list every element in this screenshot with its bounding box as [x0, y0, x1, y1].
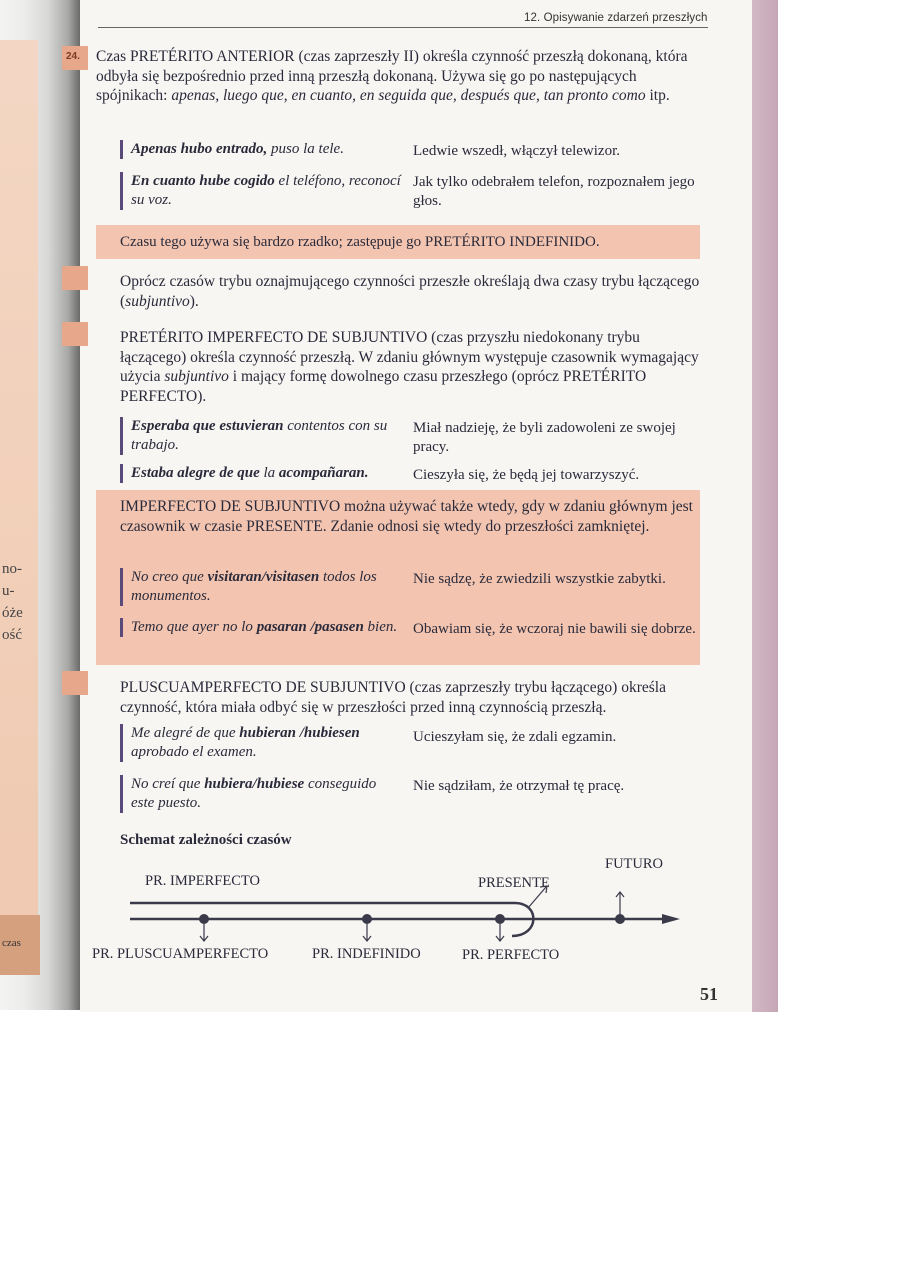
- example-pl: Ucieszyłam się, że zdali egzamin.: [413, 729, 617, 745]
- timeline-point: [616, 915, 625, 924]
- section3-text: PRETÉRITO IMPERFECTO DE SUBJUNTIVO (czas przyszłu niedokonany trybu łączącego) określa czynność przeszłą. W zdaniu głównym występuje czasownik wymagający użycia subjuntivo i mający formę dowolnego czasu przeszłego (oprócz PRETÉRITO PERFECTO).: [120, 329, 699, 405]
- section2-text: Oprócz czasów trybu oznajmującego czynności przeszłe określają dwa czasy trybu łączącego (subjuntivo).: [120, 273, 700, 310]
- example-pl: Jak tylko odebrałem telefon, rozpoznałem jego głos.: [413, 174, 695, 209]
- timeline-label-imperfecto: PR. IMPERFECTO: [145, 873, 260, 889]
- example-es: En cuanto hube cogido el teléfono, reconocí su voz.: [120, 172, 401, 210]
- example-es: Estaba alegre de que la acompañaran.: [120, 464, 401, 483]
- note-text: IMPERFECTO DE SUBJUNTIVO można używać także wtedy, gdy w zdaniu głównym jest czasownik w czasie PRESENTE. Zdanie odnosi się wtedy do przeszłości zamkniętej.: [120, 498, 693, 535]
- left-page-tab-label: czas: [2, 937, 21, 949]
- example-pl: Cieszyła się, że będą jej towarzyszyć.: [413, 467, 640, 483]
- timeline-point: [200, 915, 209, 924]
- left-page-fragment: u-: [2, 583, 15, 599]
- page-number: 51: [700, 984, 718, 1004]
- section4-text: PLUSCUAMPERFECTO DE SUBJUNTIVO (czas zaprzeszły trybu łączącego) określa czynność, która miała odbyć się w przeszłości przed inną czynnością przeszłą.: [120, 679, 666, 716]
- left-page-fragment: ość: [2, 627, 22, 643]
- timeline-label-pluscuamperfecto: PR. PLUSCUAMPERFECTO: [92, 946, 269, 962]
- example-pl: Nie sądzę, że zwiedzili wszystkie zabytki.: [413, 571, 666, 587]
- section-marker: 24.: [62, 46, 88, 70]
- left-page-fragment: no-: [2, 561, 22, 577]
- schema-title: Schemat zależności czasów: [120, 832, 292, 848]
- running-header: 12. Opisywanie zdarzeń przeszłych: [524, 12, 708, 24]
- example-es: No creo que visitaran/visitasen todos los monumentos.: [120, 568, 401, 606]
- timeline-arrowhead: [662, 914, 680, 924]
- example-pl: Nie sądziłam, że otrzymał tę pracę.: [413, 778, 625, 794]
- example-pl: Ledwie wszedł, włączył telewizor.: [413, 143, 620, 159]
- example-es: Apenas hubo entrado, puso la tele.: [120, 140, 401, 159]
- example-es: Temo que ayer no lo pasaran /pasasen bien.: [120, 618, 401, 637]
- example-es: Esperaba que estuvieran contentos con su trabajo.: [120, 417, 401, 455]
- timeline-point: [496, 915, 505, 924]
- section1-intro: Czas PRETÉRITO ANTERIOR (czas zaprzeszły II) określa czynność przeszłą dokonaną, która odbyła się bezpośrednio przed inną przeszłą dokonaną. Używa się go po następujących spójnikach: apenas, luego que, en cuanto, en seguida que, después que, tan pronto como itp.: [96, 48, 688, 104]
- example-es: Me alegré de que hubieran /hubiesen aprobado el examen.: [120, 724, 401, 762]
- left-page-fragment: óże: [2, 605, 23, 621]
- timeline-label-presente: PRESENTE: [478, 875, 550, 891]
- example-pl: Miał nadzieję, że byli zadowoleni ze swojej pracy.: [413, 420, 676, 455]
- timeline-label-futuro: FUTURO: [605, 856, 664, 872]
- timeline-point: [363, 915, 372, 924]
- example-es: No creí que hubiera/hubiese conseguido este puesto.: [120, 775, 401, 813]
- note-text: Czasu tego używa się bardzo rzadko; zastępuje go PRETÉRITO INDEFINIDO.: [120, 234, 600, 250]
- timeline-label-indefinido: PR. INDEFINIDO: [312, 946, 421, 962]
- example-pl: Obawiam się, że wczoraj nie bawili się dobrze.: [413, 621, 696, 637]
- timeline-label-perfecto: PR. PERFECTO: [462, 947, 560, 963]
